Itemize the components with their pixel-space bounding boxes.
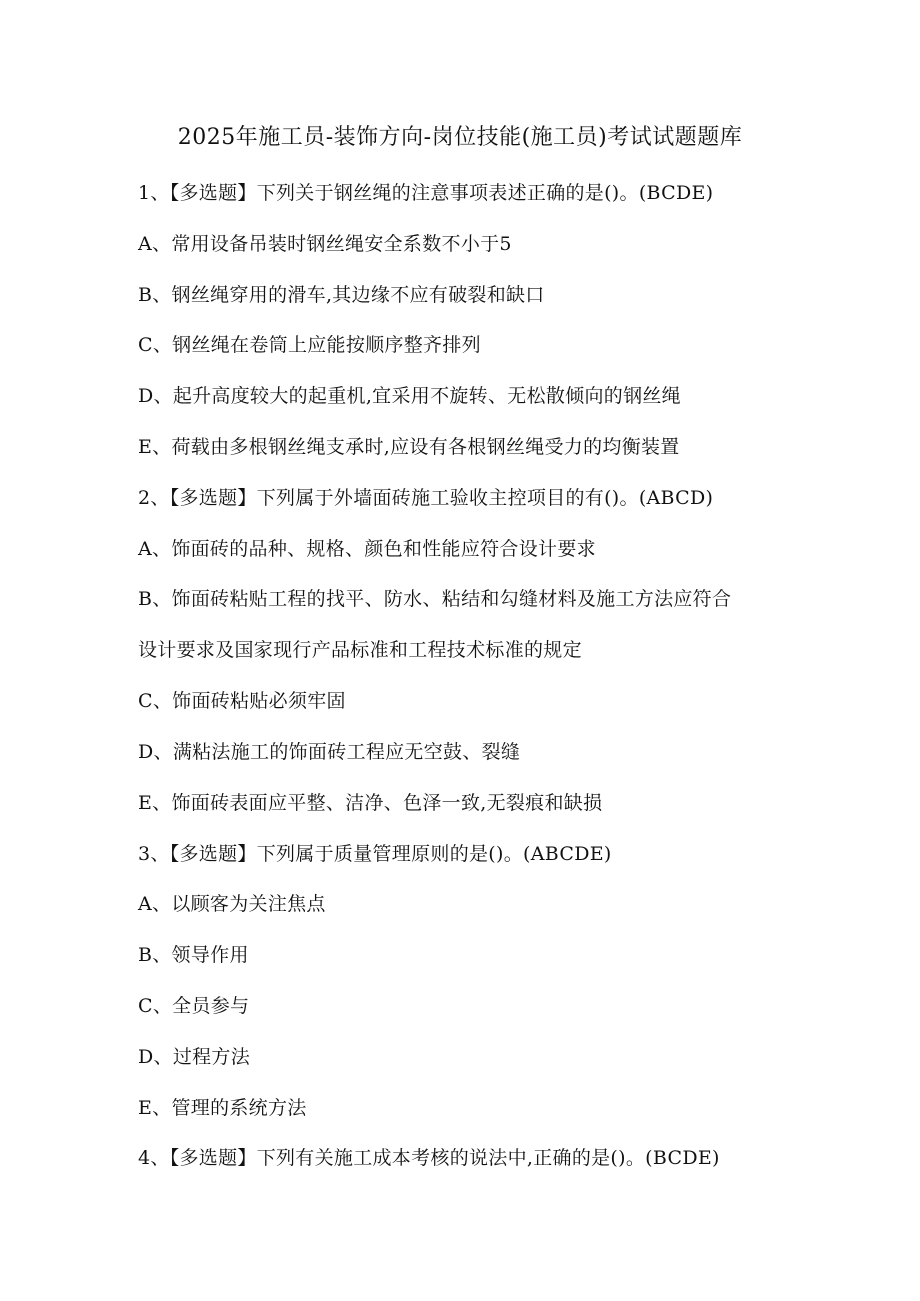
question-1-stem: 1、【多选题】下列关于钢丝绳的注意事项表述正确的是()。(BCDE) [138,182,714,204]
question-1-option-a: A、常用设备吊装时钢丝绳安全系数不小于5 [138,233,512,255]
question-3-option-d: D、过程方法 [138,1046,251,1068]
question-2-option-b-continued: 设计要求及国家现行产品标准和工程技术标准的规定 [138,639,582,661]
question-1-option-d: D、起升高度较大的起重机,宜采用不旋转、无松散倾向的钢丝绳 [138,385,681,407]
question-1-option-b: B、钢丝绳穿用的滑车,其边缘不应有破裂和缺口 [138,284,545,306]
question-3-stem: 3、【多选题】下列属于质量管理原则的是()。(ABCDE) [138,843,612,865]
question-3-option-b: B、领导作用 [138,944,249,966]
question-1-option-c: C、钢丝绳在卷筒上应能按顺序整齐排列 [138,334,481,356]
question-2-stem: 2、【多选题】下列属于外墙面砖施工验收主控项目的有()。(ABCD) [138,487,714,509]
question-2-option-b: B、饰面砖粘贴工程的找平、防水、粘结和勾缝材料及施工方法应符合 [138,588,732,610]
question-2-option-a: A、饰面砖的品种、规格、颜色和性能应符合设计要求 [138,538,596,560]
question-3-option-c: C、全员参与 [138,995,250,1017]
question-3-option-e: E、管理的系统方法 [138,1097,307,1119]
question-2-option-c: C、饰面砖粘贴必须牢固 [138,690,346,712]
question-1-option-e: E、荷载由多根钢丝绳支承时,应设有各根钢丝绳受力的均衡装置 [138,436,680,458]
document-title: 2025年施工员-装饰方向-岗位技能(施工员)考试试题题库 [177,125,743,150]
question-4-stem: 4、【多选题】下列有关施工成本考核的说法中,正确的是()。(BCDE) [138,1147,720,1169]
question-2-option-d: D、满粘法施工的饰面砖工程应无空鼓、裂缝 [138,741,521,763]
question-2-option-e: E、饰面砖表面应平整、洁净、色泽一致,无裂痕和缺损 [138,792,603,814]
question-3-option-a: A、以顾客为关注焦点 [138,893,326,915]
